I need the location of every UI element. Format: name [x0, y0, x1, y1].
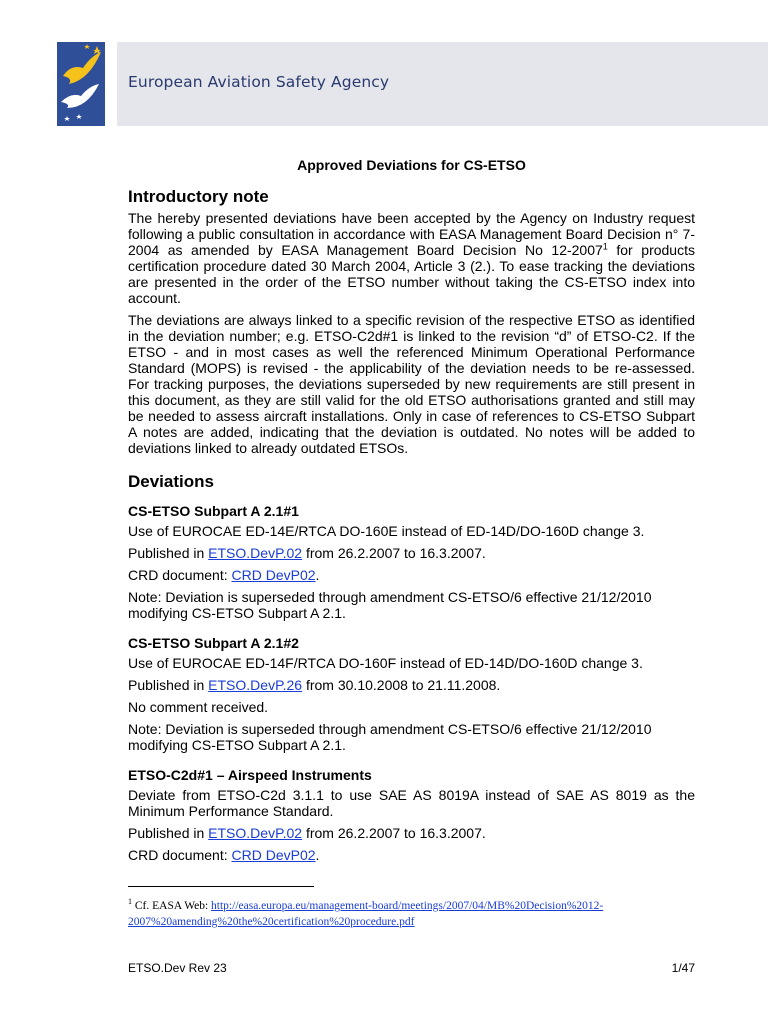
deviation-comment: No comment received.: [128, 699, 269, 715]
deviation-note: Note: Deviation is superseded through amendment CS-ETSO/6 effective 21/12/2010 modifying CS-ETSO Subpart A 2.1.: [128, 589, 652, 621]
deviation-title: CS-ETSO Subpart A 2.1#2: [128, 635, 299, 651]
deviation-crd: CRD document: CRD DevP02.: [128, 847, 320, 863]
etso-devp-link[interactable]: ETSO.DevP.02: [208, 825, 303, 841]
footnote-divider: [128, 886, 314, 887]
footnote-url-link-cont[interactable]: 2007%20amending%20the%20certification%20procedure.pdf: [128, 916, 415, 928]
intro-paragraph-2: The deviations are always linked to a specific revision of the respective ETSO as identified in the deviation number; e.g. ETSO-C2d#1 is linked to the revision “d” of ETSO-C2. If the ETSO - and in most cases as well the referenced Minimum Operational Performance Standard (MOPS) is revised - the applicability of the deviation needs to be re-assessed. For tracking purposes, the deviations superseded by new requirements are still present in this document, as they are still valid for the old ETSO authorisations granted and still may be needed to assess aircraft installations. Only in case of references to CS-ETSO Subpart A notes are added, indicating that the deviation is outdated. No notes will be added to deviations linked to already outdated ETSOs.: [128, 312, 695, 456]
agency-name: European Aviation Safety Agency: [128, 73, 390, 91]
intro-paragraph-1: The hereby presented deviations have been accepted by the Agency on Industry request following a public consultation in accordance with EASA Management Board Decision n° 7-2004 as amended by EASA Management Board Decision No 12-2007$^1$ for products certification procedure dated 30 March 2004, Article 3 (2.). To ease tracking the deviations are presented in the order of the ETSO number without taking the CS-ETSO index into account.: [128, 210, 695, 306]
etso-devp-link[interactable]: ETSO.DevP.02: [208, 545, 303, 561]
deviation-description: Deviate from ETSO-C2d 3.1.1 to use SAE AS 8019A instead of SAE AS 8019 as the Minimum Performance Standard.: [128, 787, 695, 819]
deviation-published: Published in ETSO.DevP.26 from 30.10.2008 to 21.11.2008.: [128, 677, 501, 693]
document-body: [128, 153, 695, 869]
footer-page-number: 1/47: [671, 961, 695, 975]
etso-devp-link[interactable]: ETSO.DevP.26: [208, 677, 303, 693]
deviation-note: Note: Deviation is superseded through amendment CS-ETSO/6 effective 21/12/2010 modifying CS-ETSO Subpart A 2.1.: [128, 721, 652, 753]
footnote-marker: 1: [128, 897, 132, 907]
deviation-title: CS-ETSO Subpart A 2.1#1: [128, 503, 299, 519]
document-title: Approved Deviations for CS-ETSO: [297, 157, 526, 173]
crd-link[interactable]: CRD DevP02: [231, 567, 316, 583]
footnote-ref[interactable]: 1: [602, 241, 608, 252]
deviation-published: Published in ETSO.DevP.02 from 26.2.2007 to 16.3.2007.: [128, 825, 486, 841]
footer-doc-ref: ETSO.Dev Rev 23: [128, 961, 227, 975]
intro-heading: Introductory note: [128, 187, 269, 206]
footnote: $^1$ Cf. EASA Web: http://easa.europa.eu/management-board/meetings/2007/04/MB%20Decision%2012- 2007%20amending%20the%20certification%20procedure.pdf: [128, 897, 604, 928]
deviation-description: Use of EUROCAE ED-14F/RTCA DO-160F instead of ED-14D/DO-160D change 3.: [128, 655, 643, 671]
deviation-published: Published in ETSO.DevP.02 from 26.2.2007 to 16.3.2007.: [128, 545, 486, 561]
deviations-heading: Deviations: [128, 472, 214, 491]
footnote-url-link[interactable]: http://easa.europa.eu/management-board/meetings/2007/04/MB%20Decision%2012-: [211, 900, 604, 912]
crd-link[interactable]: CRD DevP02: [231, 847, 316, 863]
easa-logo: [57, 42, 105, 126]
bird-stars-icon: [57, 42, 105, 126]
deviation-description: Use of EUROCAE ED-14E/RTCA DO-160E instead of ED-14D/DO-160D change 3.: [128, 523, 645, 539]
deviation-title: ETSO-C2d#1 – Airspeed Instruments: [128, 767, 372, 783]
deviation-crd: CRD document: CRD DevP02.: [128, 567, 320, 583]
